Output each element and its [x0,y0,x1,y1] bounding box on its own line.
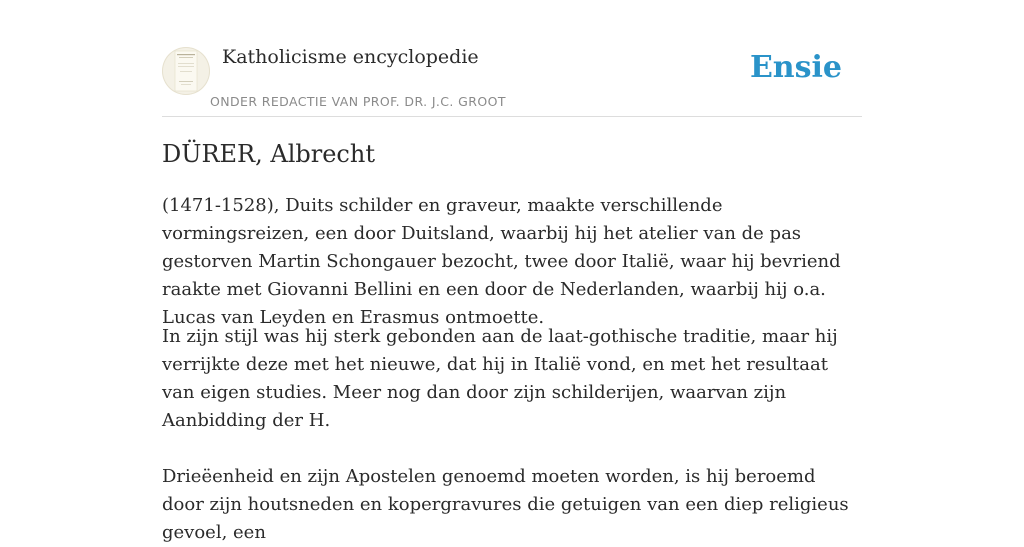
site-header [162,40,862,117]
entry-paragraph-3: Drieëenheid en zijn Apostelen genoemd moeten worden, is hij beroemd door zijn houtsneden en kopergravures die getuigen van een diep religieus gevoel, een [162,466,849,543]
entry-title: DÜRER, Albrecht [162,140,375,168]
book-cover-icon [162,47,210,95]
book-cover-thumbnail[interactable] [162,47,210,95]
entry-paragraph-2: In zijn stijl was hij sterk gebonden aan de laat-gothische traditie, maar hij verrijkte deze met het nieuwe, dat hij in Italië vond, en met het resultaat van eigen studies. Meer nog dan door zijn schilderijen, waarvan zijn Aanbidding der H. [162,326,838,431]
editor-line: ONDER REDACTIE VAN PROF. DR. J.C. GROOT [210,94,506,109]
ensie-logo-link[interactable]: Ensie [749,50,842,85]
entry-paragraph-1: (1471-1528), Duits schilder en graveur, maakte verschillende vormingsreizen, een door Duitsland, waarbij hij het atelier van de pas gestorven Martin Schongauer bezocht, twee door Italië, waar hij bevriend raakte met Giovanni Bellini en een door de Nederlanden, waarbij hij o.a. Lucas van Leyden en Erasmus ontmoette. [162,195,841,328]
book-title[interactable]: Katholicisme encyclopedie [222,46,479,68]
